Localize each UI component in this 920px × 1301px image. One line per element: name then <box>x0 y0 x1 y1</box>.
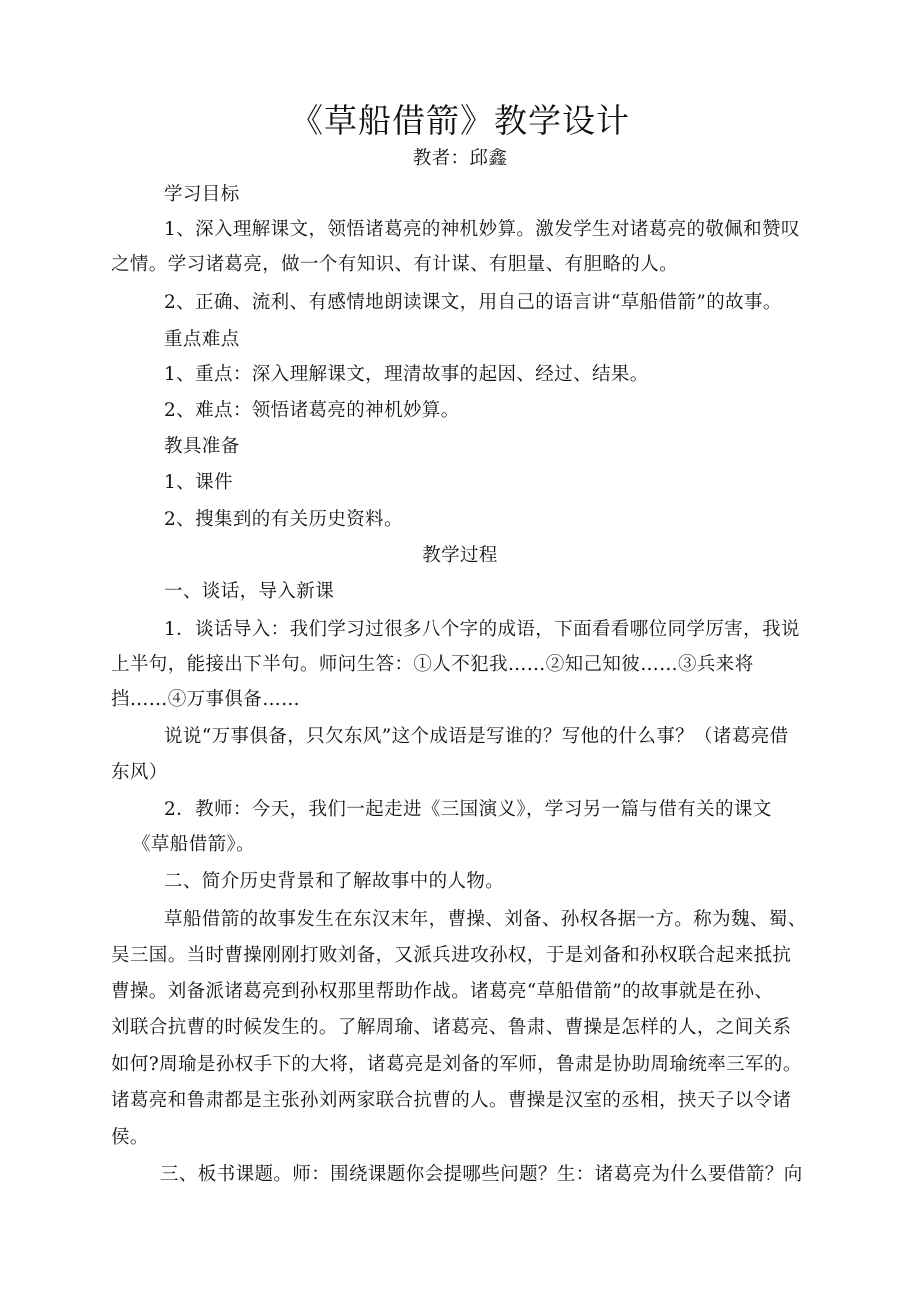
author-line: 教者：邱鑫 <box>412 148 508 169</box>
paragraph-line: 1、深入理解课文，领悟诸葛亮的神机妙算。激发学生对诸葛亮的敬佩和赞叹 <box>164 219 800 240</box>
paragraph-line: 草船借箭的故事发生在东汉末年，曹操、刘备、孙权各据一方。称为魏、蜀、 <box>164 909 807 930</box>
paragraph-line: 2．教师：今天，我们一起走进《三国演义》，学习另一篇与借有关的课文 <box>164 799 772 820</box>
paragraph-line: 如何?周瑜是孙权手下的大将，诸葛亮是刘备的军师，鲁肃是协助周瑜统率三军的。 <box>111 1054 802 1075</box>
paragraph-line: 2、难点：领悟诸葛亮的神机妙算。 <box>164 400 460 421</box>
paragraph-line: 《草船借箭》。 <box>132 834 256 855</box>
paragraph-line: 1、课件 <box>164 472 233 493</box>
paragraph-line: 说说“万事俱备，只欠东风”这个成语是写谁的？写他的什么事？（诸葛亮借 <box>164 726 789 747</box>
paragraph-line: 2、正确、流利、有感情地朗读课文，用自己的语言讲“草船借箭”的故事。 <box>164 292 782 313</box>
section-heading: 学习目标 <box>164 184 240 205</box>
paragraph-line: 侯。 <box>111 1127 149 1148</box>
section-heading-centered: 教学过程 <box>422 545 498 566</box>
paragraph-line: 三、板书课题。师：围绕课题你会提哪些问题？生：诸葛亮为什么要借箭？向 <box>160 1164 803 1185</box>
paragraph-line: 吴三国。当时曹操刚刚打败刘备，又派兵进攻孙权，于是刘备和孙权联合起来抵抗 <box>111 945 792 966</box>
section-heading: 重点难点 <box>164 329 240 350</box>
paragraph-line: 1．谈话导入：我们学习过很多八个字的成语，下面看看哪位同学厉害，我说 <box>164 619 800 640</box>
paragraph-line: 挡……④万事俱备…… <box>111 689 301 710</box>
section-heading: 教具准备 <box>164 436 240 457</box>
paragraph-line: 东风） <box>111 762 168 783</box>
paragraph-line: 1、重点：深入理解课文，理清故事的起因、经过、结果。 <box>164 364 649 385</box>
paragraph-line: 2、搜集到的有关历史资料。 <box>164 509 403 530</box>
section-heading: 一、谈话，导入新课 <box>164 581 335 602</box>
paragraph-line: 诸葛亮和鲁肃都是主张孙刘两家联合抗曹的人。曹操是汉室的丞相，挟天子以令诸 <box>111 1090 792 1111</box>
section-heading: 二、简介历史背景和了解故事中的人物。 <box>164 871 505 892</box>
paragraph-line: 之情。学习诸葛亮，做一个有知识、有计谋、有胆量、有胆略的人。 <box>111 254 679 275</box>
paragraph-line: 曹操。刘备派诸葛亮到孙权那里帮助作战。诸葛亮“草船借箭”的故事就是在孙、 <box>111 981 774 1002</box>
document-title: 《草船借箭》教学设计 <box>290 101 630 140</box>
paragraph-line: 上半句，能接出下半句。师问生答：①人不犯我……②知己知彼……③兵来将 <box>111 654 754 675</box>
paragraph-line: 刘联合抗曹的时候发生的。了解周瑜、诸葛亮、鲁肃、曹操是怎样的人，之间关系 <box>111 1017 792 1038</box>
